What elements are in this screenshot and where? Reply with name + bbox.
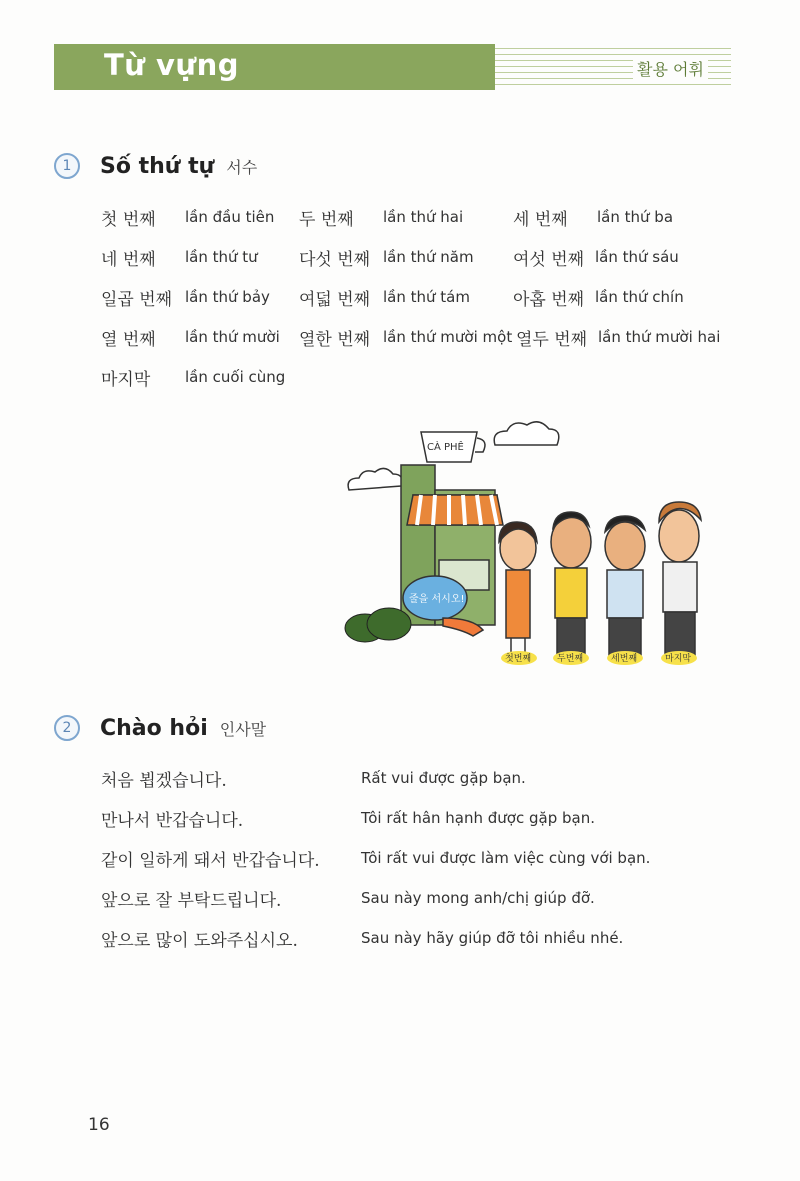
greeting-ko: 같이 일하게 돼서 반갑습니다.: [101, 851, 320, 871]
queue-label: 첫번째: [505, 654, 532, 664]
vocab-vi: lần thứ mười một: [383, 328, 513, 346]
bush-icon: [345, 608, 411, 642]
bubble-text: 줄을 서시오!: [409, 594, 465, 605]
greeting-ko: 앞으로 잘 부탁드립니다.: [101, 891, 282, 911]
vocab-vi: lần thứ mười hai: [598, 328, 721, 346]
section-subtitle: 인사말: [219, 719, 267, 739]
vocab-ko: 여섯 번째: [513, 250, 585, 270]
page-subtitle: 활용 어휘: [633, 57, 708, 80]
section-number-badge: 2: [54, 715, 80, 741]
greeting-vi: Sau này mong anh/chị giúp đỡ.: [361, 889, 595, 907]
section-subtitle: 서수: [226, 157, 258, 177]
vocab-vi: lần thứ tám: [383, 288, 470, 306]
vocab-ko: 두 번째: [299, 210, 354, 230]
queue-label: 두번째: [557, 654, 584, 664]
vocab-ko: 열한 번째: [299, 330, 371, 350]
queue-label: 세번째: [611, 654, 638, 664]
section-greetings-heading: [54, 715, 266, 741]
greeting-vi: Sau này hãy giúp đỡ tôi nhiều nhé.: [361, 929, 624, 947]
cafe-queue-illustration: [343, 410, 733, 675]
person-first: [499, 522, 537, 658]
person-last: [659, 502, 701, 658]
page-title: Từ vựng: [104, 48, 239, 82]
vocab-vi: lần thứ chín: [595, 288, 684, 306]
vocab-vi: lần thứ mười: [185, 328, 280, 346]
vocab-ko: 네 번째: [101, 250, 156, 270]
vocab-ko: 열두 번째: [516, 330, 588, 350]
vocab-vi: lần đầu tiên: [185, 208, 275, 226]
vocab-vi: lần thứ ba: [597, 208, 674, 226]
section-number-badge: 1: [54, 153, 80, 179]
vocab-vi: lần thứ tư: [185, 248, 258, 266]
vocab-ko: 일곱 번째: [101, 290, 173, 310]
queue-label: 마지막: [665, 654, 692, 664]
vocab-vi: lần thứ sáu: [595, 248, 679, 266]
coffee-cup-sign: [421, 432, 485, 462]
cup-label: CÀ PHÊ: [427, 442, 464, 453]
vocab-ko: 아홉 번째: [513, 290, 585, 310]
person-second: [551, 512, 591, 658]
vocab-vi: lần thứ hai: [383, 208, 464, 226]
person-third: [605, 516, 645, 658]
vocab-ko: 열 번째: [101, 330, 156, 350]
vocab-ko: 여덟 번째: [299, 290, 371, 310]
section-ordinals-heading: [54, 153, 257, 179]
section-title: Chào hỏi: [100, 715, 208, 741]
vocab-ko: 마지막: [101, 370, 151, 390]
greeting-ko: 만나서 반갑습니다.: [101, 811, 244, 831]
vocab-vi: lần thứ bảy: [185, 288, 270, 306]
greeting-ko: 처음 뵙겠습니다.: [101, 771, 227, 791]
page-number: 16: [88, 1115, 110, 1135]
vocab-ko: 다섯 번째: [299, 250, 371, 270]
greeting-ko: 앞으로 많이 도와주십시오.: [101, 931, 298, 951]
vocab-vi: lần thứ năm: [383, 248, 474, 266]
vocab-ko: 첫 번째: [101, 210, 156, 230]
queue-labels: [501, 651, 697, 665]
vocab-ko: 세 번째: [513, 210, 568, 230]
greeting-vi: Rất vui được gặp bạn.: [361, 769, 526, 787]
vocab-vi: lần cuối cùng: [185, 368, 286, 386]
section-title: Số thứ tự: [100, 153, 215, 179]
greeting-vi: Tôi rất vui được làm việc cùng với bạn.: [361, 849, 651, 867]
greeting-vi: Tôi rất hân hạnh được gặp bạn.: [361, 809, 595, 827]
